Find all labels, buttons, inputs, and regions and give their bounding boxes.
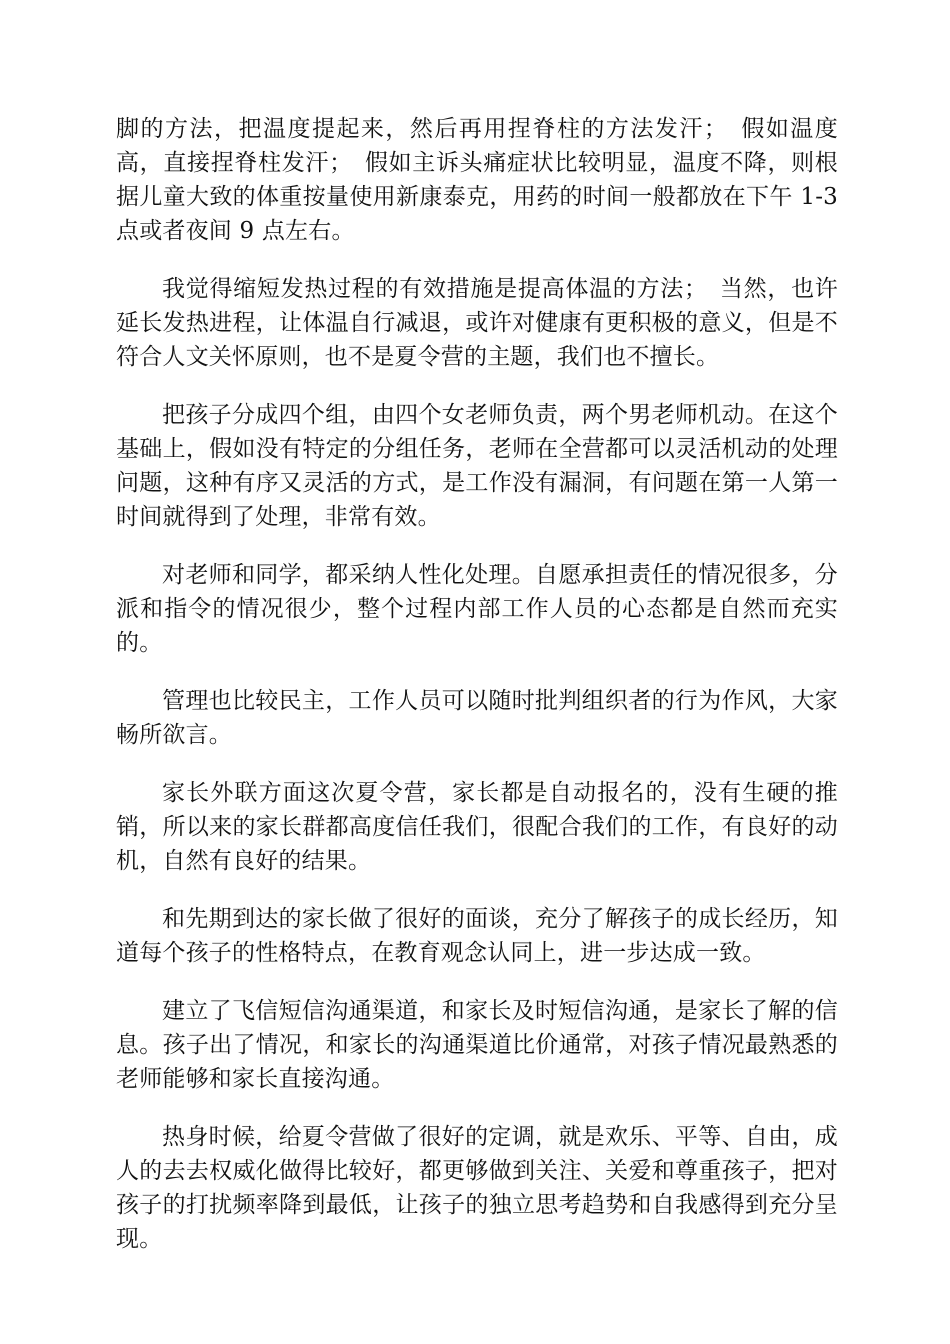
paragraph-6: 家长外联方面这次夏令营，家长都是自动报名的，没有生硬的推销，所以来的家长群都高度信任我们，很配合我们的工作，有良好的动机，自然有良好的结果。 bbox=[116, 780, 838, 874]
paragraph-8: 建立了飞信短信沟通渠道，和家长及时短信沟通，是家长了解的信息。孩子出了情况，和家长的沟通渠道比价通常，对孩子情况最熟悉的老师能够和家长直接沟通。 bbox=[116, 998, 838, 1092]
paragraph-5: 管理也比较民主，工作人员可以随时批判组织者的行为作风，大家畅所欲言。 bbox=[116, 688, 838, 748]
paragraph-4: 对老师和同学，都采纳人性化处理。自愿承担责任的情况很多，分派和指令的情况很少，整个过程内部工作人员的心态都是自然而充实的。 bbox=[116, 562, 838, 656]
paragraph-1: 脚的方法，把温度提起来，然后再用捏脊柱的方法发汗； 假如温度高，直接捏脊柱发汗； 假如主诉头痛症状比较明显，温度不降，则根据儿童大致的体重按量使用新康泰克，用药的时间一般都放在下午 1-3 点或者夜间 9 点左右。 bbox=[116, 116, 838, 244]
document-body bbox=[116, 112, 838, 1256]
paragraph-3: 把孩子分成四个组，由四个女老师负责，两个男老师机动。在这个基础上，假如没有特定的分组任务，老师在全营都可以灵活机动的处理问题，这种有序又灵活的方式，是工作没有漏洞，有问题在第一人第一时间就得到了处理，非常有效。 bbox=[116, 402, 838, 530]
paragraph-9: 热身时候，给夏令营做了很好的定调，就是欢乐、平等、自由，成人的去去权威化做得比较好，都更够做到关注、关爱和尊重孩子，把对孩子的打扰频率降到最低，让孩子的独立思考趋势和自我感得到充分呈现。 bbox=[116, 1124, 838, 1252]
paragraph-2: 我觉得缩短发热过程的有效措施是提高体温的方法； 当然，也许延长发热进程，让体温自行减退，或许对健康有更积极的意义，但是不符合人文关怀原则，也不是夏令营的主题，我们也不擅长。 bbox=[116, 276, 838, 370]
paragraph-7: 和先期到达的家长做了很好的面谈，充分了解孩子的成长经历，知道每个孩子的性格特点，在教育观念认同上，进一步达成一致。 bbox=[116, 906, 838, 966]
